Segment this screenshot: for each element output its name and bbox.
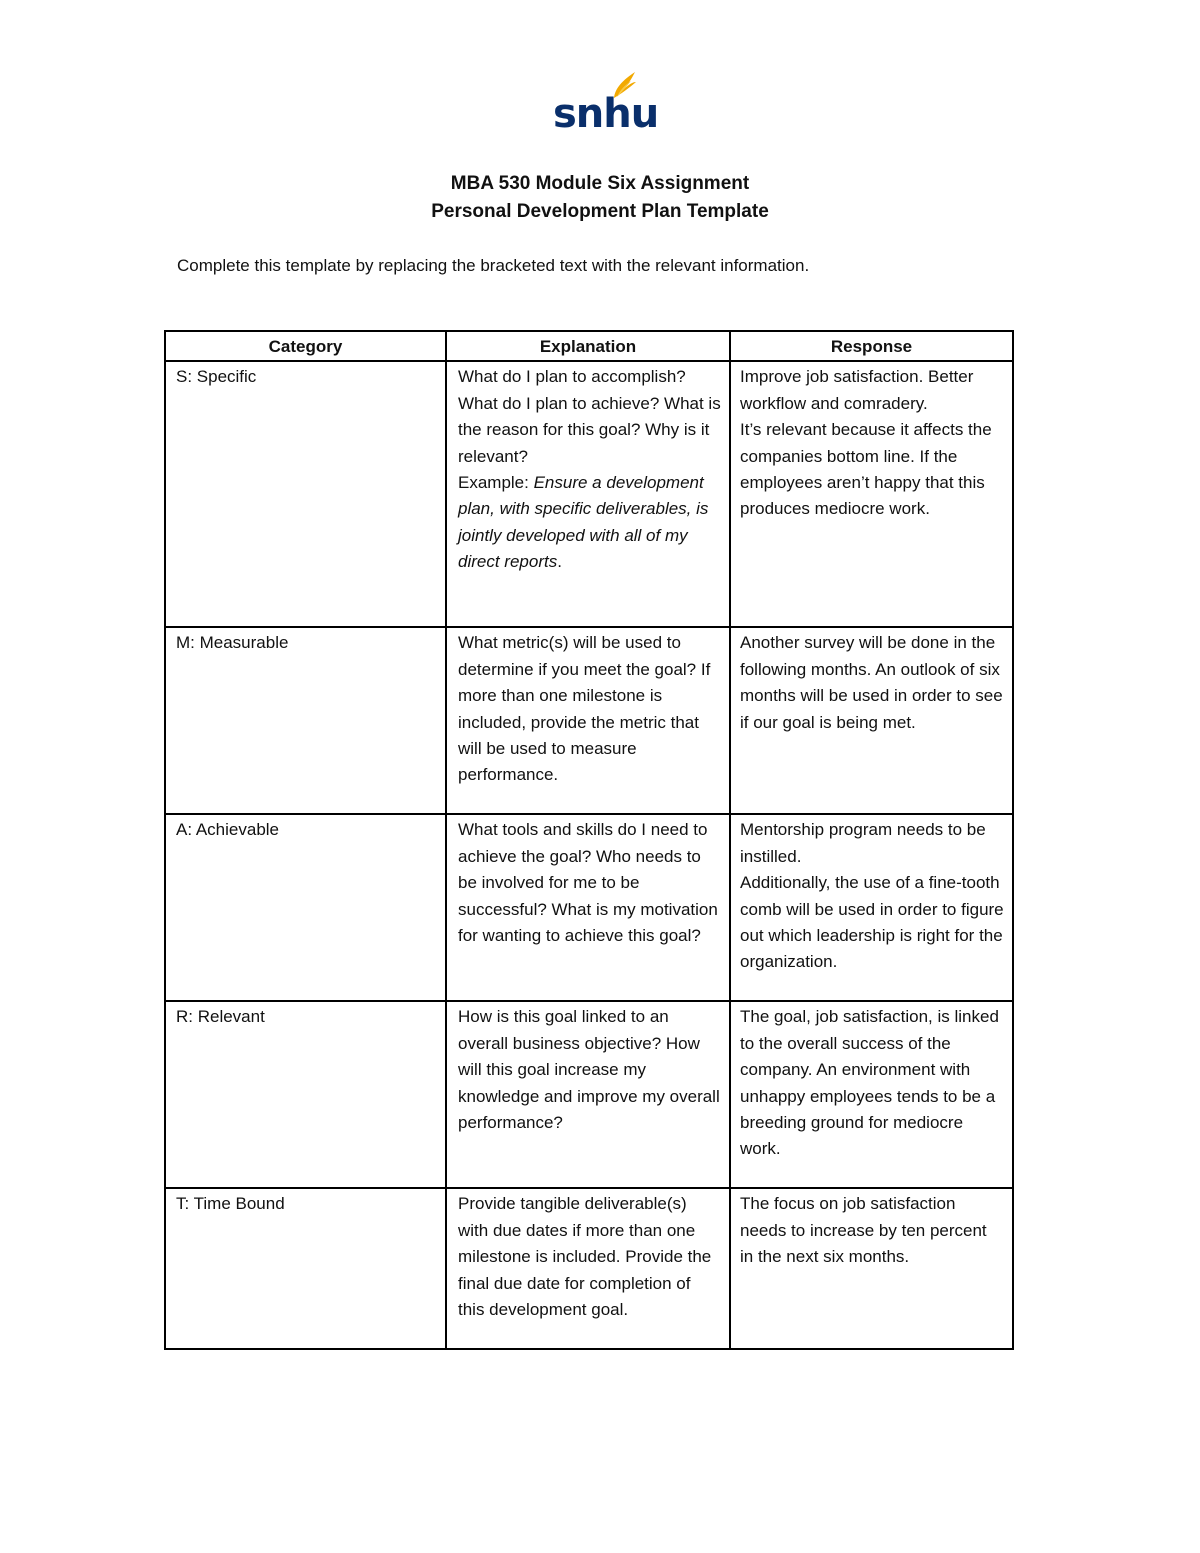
header-explanation: Explanation xyxy=(446,331,730,361)
response-line-1: Mentorship program needs to be instilled. xyxy=(740,820,986,866)
response-cell: The focus on job satisfaction needs to increase by ten percent in the next six months. xyxy=(730,1188,1013,1349)
response-line-2: It’s relevant because it affects the companies bottom line. If the employees aren’t happy that this produces mediocre work. xyxy=(740,420,992,519)
explanation-cell: Provide tangible deliverable(s) with due dates if more than one milestone is included. Provide the final due date for completion of this development goal. xyxy=(446,1188,730,1349)
title-line-1: MBA 530 Module Six Assignment xyxy=(450,173,750,194)
category-cell: R: Relevant xyxy=(165,1001,446,1188)
example-text: Ensure a development plan, with specific deliverables, is jointly developed with all of my direct reports xyxy=(458,473,709,572)
explanation-cell xyxy=(446,627,730,814)
category-cell: A: Achievable xyxy=(165,814,446,1001)
logo-wordmark: snhu xyxy=(553,91,659,137)
snhu-logo xyxy=(553,70,659,137)
header-category: Category xyxy=(165,331,446,361)
smart-goal-table xyxy=(164,330,1014,1350)
explanation-text: What do I plan to accomplish? What do I plan to achieve? What is the reason for this goal? Why is it relevant? xyxy=(458,367,721,466)
title-line-2: Personal Development Plan Template xyxy=(431,201,769,222)
instructions-text: Complete this template by replacing the bracketed text with the relevant information. xyxy=(177,256,810,275)
table-row xyxy=(165,814,1013,1001)
response-cell: The goal, job satisfaction, is linked to the overall success of the company. An environment with unhappy employees tends to be a breeding ground for mediocre work. xyxy=(730,1001,1013,1188)
category-cell: M: Measurable xyxy=(165,627,446,814)
explanation-line-2: included, provide the metric that will be used to measure performance. xyxy=(458,712,699,785)
table-row xyxy=(165,627,1013,814)
response-line-2: Additionally, the use of a fine-tooth comb will be used in order to figure out which leadership is right for the organization. xyxy=(740,873,1004,972)
category-cell: T: Time Bound xyxy=(165,1188,446,1349)
explanation-cell xyxy=(446,361,730,627)
header-response: Response xyxy=(730,331,1013,361)
table-header-row xyxy=(165,331,1013,361)
explanation-line-1: What metric(s) will be used to determine if you meet the goal? If more than one milestone is xyxy=(458,633,711,706)
table-row xyxy=(165,1001,1013,1188)
response-cell xyxy=(730,814,1013,1001)
page-title xyxy=(0,170,1200,226)
table-row xyxy=(165,361,1013,627)
example-end: . xyxy=(557,552,562,572)
response-cell xyxy=(730,361,1013,627)
table-row xyxy=(165,1188,1013,1349)
explanation-cell: How is this goal linked to an overall business objective? How will this goal increase my knowledge and improve my overall performance? xyxy=(446,1001,730,1188)
explanation-cell: What tools and skills do I need to achieve the goal? Who needs to be involved for me to be successful? What is my motivation for wanting to achieve this goal? xyxy=(446,814,730,1001)
category-cell: S: Specific xyxy=(165,361,446,627)
response-cell: Another survey will be done in the following months. An outlook of six months will be used in order to see if our goal is being met. xyxy=(730,627,1013,814)
response-line-1: Improve job satisfaction. Better workflow and comradery. xyxy=(740,367,974,413)
example-label: Example: xyxy=(458,473,534,493)
